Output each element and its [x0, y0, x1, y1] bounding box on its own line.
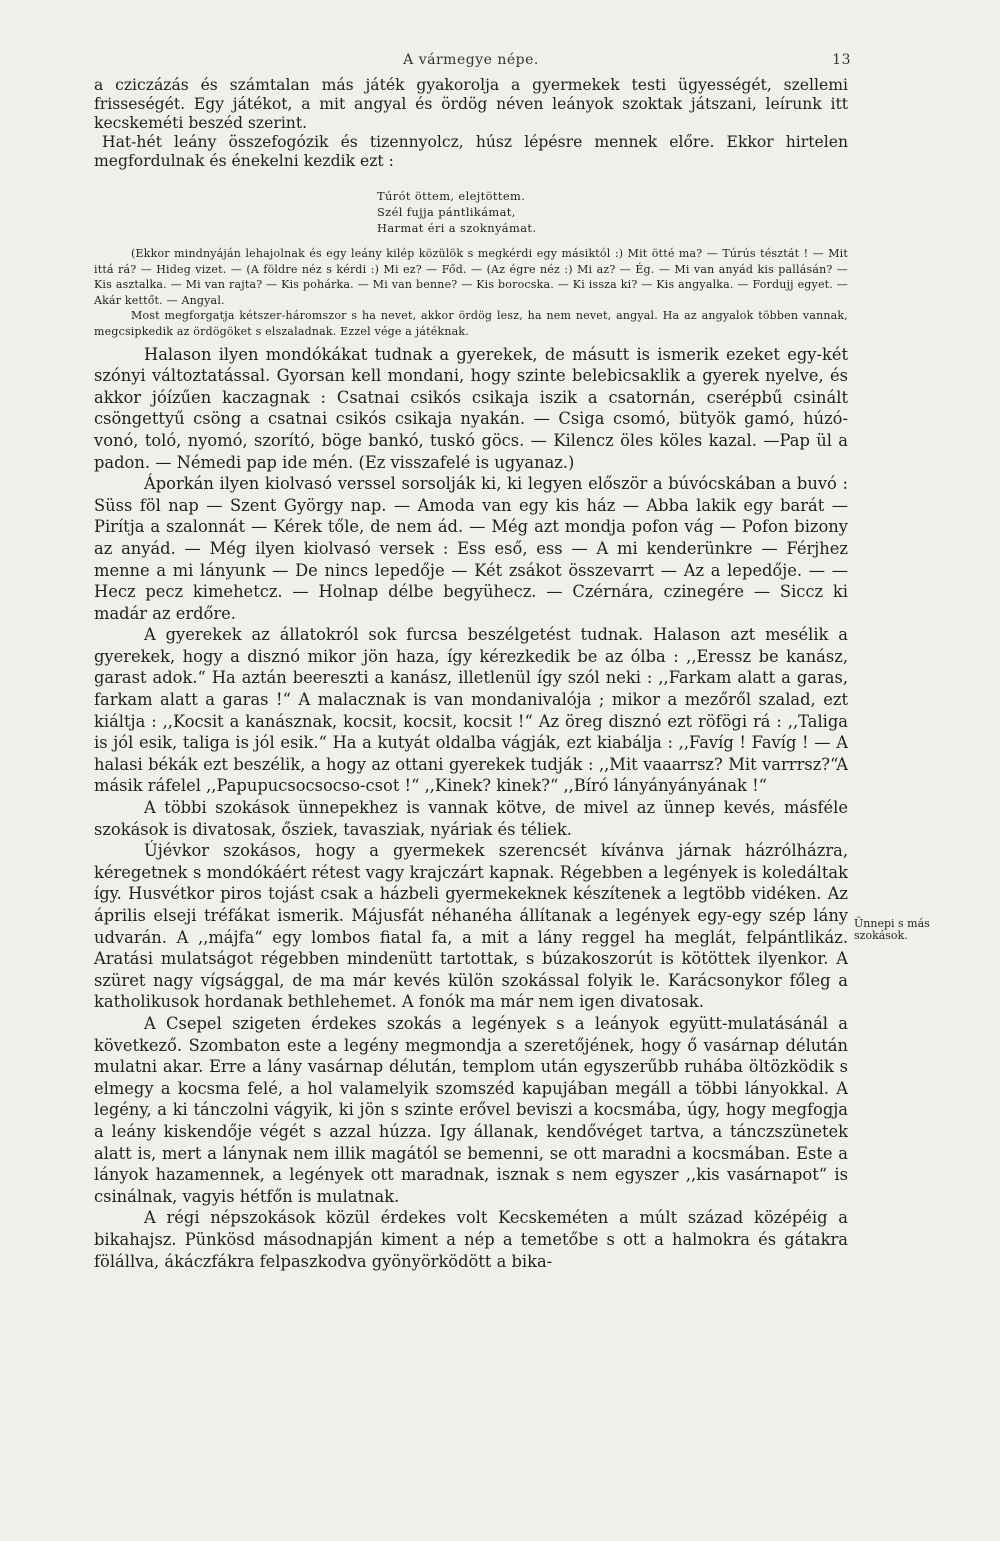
page-header	[94, 52, 851, 76]
verse-line: Szél fujja pántlikámat,	[377, 205, 516, 219]
intro-section	[94, 76, 848, 171]
paragraph: Halason ilyen mondókákat tudnak a gyerekek, de másutt is ismerik ezeket egy-két szónyi változtatással. Gyorsan kell mondani, hogy szinte belebicsaklik a gyerek nyelve, és akkor jóízűen kaczagnak : Csatnai csikós csikaja iszik a csatornán, cserépbű csinált csöngettyű csöng a csatnai csikós csikaja nyakán. — Csiga csomó, bütyök gamó, húzó-vonó, toló, nyomó, szorító, böge bankó, tuskó göcs. — Kilencz öles köles kazal. —Pap ül a padon. — Némedi pap ide mén. (Ez visszafelé is ugyanaz.)	[94, 344, 848, 472]
game-dialogue	[94, 246, 848, 340]
paragraph: Hat-hét leány összefogózik és tizennyolcz, húsz lépésre mennek előre. Ekkor hirtelen megfordulnak és énekelni kezdik ezt :	[94, 133, 848, 170]
paragraph: A Csepel szigeten érdekes szokás a legények s a leányok együtt-mulatásánál a következő. Szombaton este a legény megmondja a szeretőjének, hogy ő vasárnap délután mulatni akar. Erre a lány vasárnap délután, templom után egyszerűbb ruhába öltözködik s elmegy a kocsma felé, a hol valamelyik szomszéd kapujában megáll a többi lányokkal. A legény, a ki tánczolni vágyik, ki jön s szinte erővel beviszi a kocsmába, úgy, hogy megfogja a leány kiskendője végét s azzal húzza. Igy állanak, kendővéget tartva, a tánczszünetek alatt is, mert a lánynak nem illik magától se bemenni, se ott maradni a kocsmában. Este a lányok hazamennek, a legények ott maradnak, isznak s nem egyszer ,,kis vasárnapot“ is csinálnak, vagyis hétfőn is mulatnak.	[94, 1013, 848, 1206]
paragraph: A többi szokások ünnepekhez is vannak kötve, de mivel az ünnep kevés, másféle szokások is divatosak, őszіek, tavasziak, nyáriak és téliek.	[94, 798, 848, 839]
paragraph: Áporkán ilyen kiolvasó verssel sorsolják ki, ki legyen először a búvócskában a buvó : Süss föl nap — Szent György nap. — Amoda van egy kis ház — Abba lakik egy barát — Pirítja a szalonnát — Kérek tőle, de nem ád. — Még azt mondja pofon vág — Pofon bizony az anyád. — Még ilyen kiolvasó versek : Ess eső, ess — A mi kenderünkre — Férjhez menne a mi lányunk — De nincs lepedője — Két zsákot összevarrt — Az a lepedője. — — Hecz pecz kimehetcz. — Holnap délbe begyühecz. — Czérnára, czinegére — Siccz ki madár az erdőre.	[94, 474, 848, 623]
paragraph: A gyerekek az állatokról sok furcsa beszélgetést tudnak. Halason azt mesélik a gyerekek, hogy a disznó mikor jön haza, így kérezkedik be az ólba : ,,Eressz be kanász, garast adok.“ Ha aztán beereszti a kanász, illetlenül így szól neki : ,,Farkam alatt a garas, farkam alatt a garas !“ A malacznak is van mondanivalója ; mikor a mezőről szalad, ezt kiáltja : ,,Kocsit a kanásznak, kocsit, kocsit, kocsit !“ Az öreg disznó ezt röfögi rá : ,,Taliga is jól esik, taliga is jól esik.“ Ha a kutyát oldalba vágják, ezt kiabálja : ,,Favíg ! Favíg ! — A halasi békák ezt beszélik, a hogy az ottani gyerekek tudják : ,,Mit vaaarrsz? Mit varrrsz?“A másik ráfelel ,,Papupucsocsocso-csot !“ ,,Kinek? kinek?“ ,,Bíró lányányányának !“	[94, 625, 848, 796]
book-page	[94, 52, 851, 1272]
verse-block	[377, 188, 848, 236]
marginal-note: Ünnepi s más szokások.	[854, 917, 930, 942]
paragraph: Most megforgatja kétszer-háromszor s ha nevet, akkor ördög lesz, ha nem nevet, angyal. Ha az angyalok többen vannak, megcsipkedik az ördögöket s elszaladnak. Ezzel vége a játéknak.	[94, 309, 848, 338]
verse-line: Harmat éri a szoknyámat.	[377, 221, 537, 235]
verse-line: Túrót öttem, elejtöttem.	[377, 189, 526, 203]
paragraph: (Ekkor mindnyáján lehajolnak és egy leány kilép közülök s megkérdi egy másiktól :) Mit ötté ma? — Túrús tésztát ! — Mit ittá rá? — Hideg vizet. — (A földre néz s kérdi :) Mi ez? — Főd. — (Az égre néz :) Mi az? — Ég. — Mi van anyád kis pallásán? — Kis asztalka. — Mi van rajta? — Kis pohárka. — Mi van benne? — Kis borocska. — Ki issza ki? — Kis angyalka. — Fordujj egyet. — Akár kettőt. — Angyal.	[94, 247, 848, 307]
main-text	[94, 344, 848, 1273]
page-number: 13	[832, 52, 851, 68]
running-title: A vármegye népe.	[403, 52, 539, 68]
paragraph: A régi népszokások közül érdekes volt Kecskeméten a múlt század középéig a bikahajsz. Pünkösd másodnapján kiment a nép a temetőbe s ott a halmokra és gátakra fölállva, ákáczfákra felpaszkodva gyönyörködött a bika-	[94, 1208, 848, 1271]
paragraph: a cziczázás és számtalan más játék gyakorolja a gyermekek testi ügyességét, szellemi frisseségét. Egy játékot, a mit angyal és ördög néven leányok szoktak játszani, leírunk itt kecskeméti beszéd szerint.	[94, 76, 848, 132]
paragraph: Újévkor szokásos, hogy a gyermekek szerencsét kívánva járnak házrólházra, kéregetnek s mondókáért rétest vagy krajczárt kapnak. Régebben a legények is koledáltak így. Husvétkor piros tojást csak a házbeli gyermekeknek készítenek a legtöbb vidéken. Az április elseji tréfákat ismerik. Májusfát néhanéha állítanak a legények egy-egy szép lány udvarán. A ,,májfa“ egy lombos fiatal fa, a mit a lány reggel ha meglát, felpántlikáz. Aratási mulatságot régebben mindenütt tartottak, s búzakoszorút is kötöttek ilyenkor. A szüret nagy vígsággal, de ma már kevés külön szokással folyik le. Karácsonykor főleg a katholikusok hordanak bethlehemet. A fonók ma már nem igen divatosak.	[94, 841, 848, 1012]
